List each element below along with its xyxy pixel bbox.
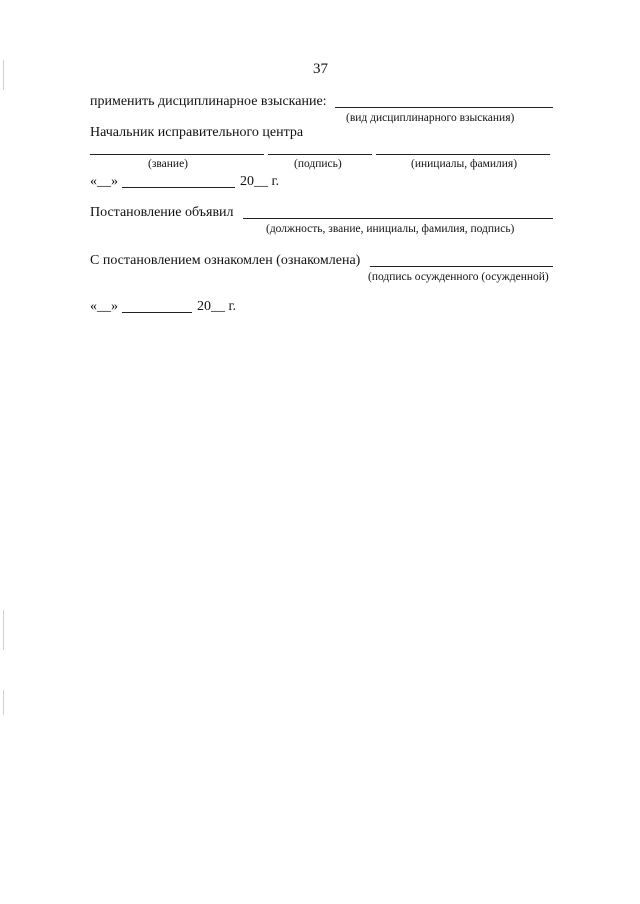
date-month-field[interactable] [122,187,235,188]
disciplinary-action-field[interactable] [335,107,553,108]
date2-year: 20__ г. [197,299,237,314]
scan-mark [3,690,4,715]
date2-month-field[interactable] [122,312,192,313]
scan-mark [3,60,4,90]
date-year: 20__ г. [240,174,280,189]
name-field[interactable] [376,154,550,155]
convict-signature-caption: (подпись осужденного (осужденной) [368,271,549,283]
convict-signature-field[interactable] [370,266,553,267]
signature-field[interactable] [268,154,372,155]
announced-caption: (должность, звание, инициалы, фамилия, подпись) [266,223,515,235]
announced-label: Постановление объявил [90,205,234,220]
scan-mark [3,610,4,650]
page-number: 37 [313,61,328,77]
date2-day: «__» [90,299,118,314]
disciplinary-action-caption: (вид дисциплинарного взыскания) [346,112,515,124]
signature-caption: (подпись) [294,158,342,170]
date-day: «__» [90,174,118,189]
name-caption: (инициалы, фамилия) [411,158,518,170]
chief-title: Начальник исправительного центра [90,125,304,140]
disciplinary-action-label: применить дисциплинарное взыскание: [90,94,327,109]
acquainted-label: С постановлением ознакомлен (ознакомлена) [90,253,361,268]
announced-field[interactable] [243,218,553,219]
rank-caption: (звание) [148,158,188,170]
rank-field[interactable] [90,154,264,155]
